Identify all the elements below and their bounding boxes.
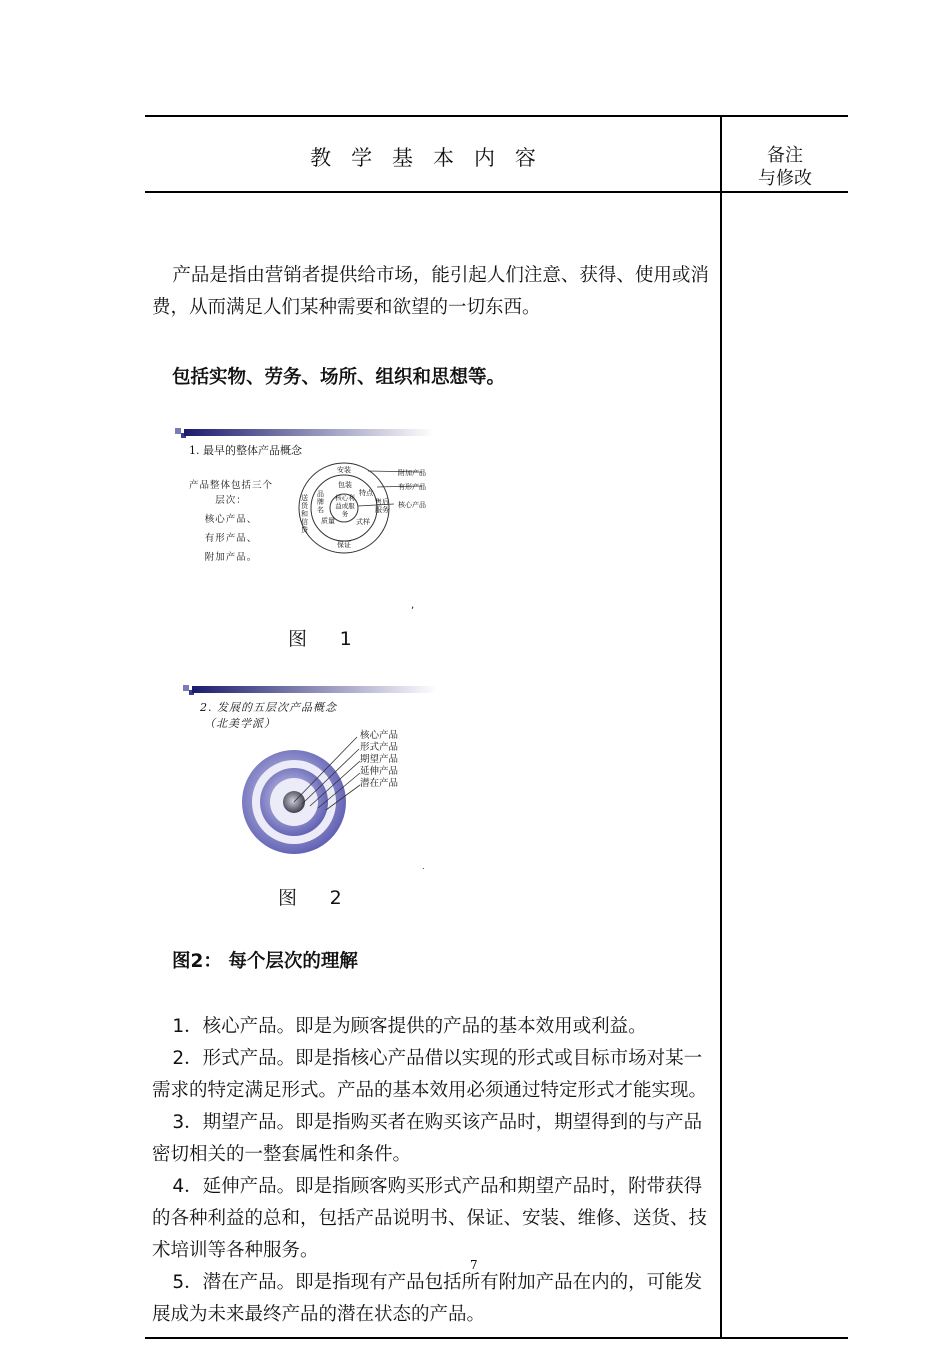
list-item: 1．核心产品。即是为顾客提供的产品的基本效用或利益。 — [172, 1016, 647, 1037]
figure-1-legend: 有形产品 — [398, 483, 426, 491]
list-item: 2．形式产品。即是指核心产品借以实现的形式或目标市场对某一需求的特定满足形式。产品的基本效用必须通过特定形式才能实现。 — [152, 1048, 708, 1101]
intro-paragraph: 产品是指由营销者提供给市场，能引起人们注意、获得、使用或消费，从而满足人们某种需要和欲望的一切东西。 — [152, 265, 709, 318]
column-divider — [720, 115, 722, 1339]
item-list — [152, 1011, 714, 1331]
figure-1-caption: 图 1 — [288, 628, 366, 650]
figure-2-legend — [360, 730, 398, 790]
figure-1-left-line: 层次： — [215, 495, 247, 506]
list-item: 3．期望产品。即是指购买者在购买该产品时，期望得到的与产品密切相关的一整套属性和条件。 — [152, 1112, 703, 1165]
figure-1-left-line: 核心产品、 — [204, 514, 258, 525]
legend-item: 形式产品 — [360, 742, 399, 753]
table-bottom-border — [145, 1337, 848, 1339]
legend-item: 延伸产品 — [360, 766, 399, 777]
ring-label: 式样 — [356, 518, 370, 526]
figure-2-subtitle: （北美学派） — [204, 717, 276, 730]
figure-1-legend: 核心产品 — [398, 501, 426, 509]
ring-label: 品牌名 — [317, 490, 324, 514]
figure-1-left-line: 产品整体包括三个 — [188, 480, 273, 491]
figure-1-title: 1. 最早的整体产品概念 — [189, 444, 302, 457]
figure-1-legend: 附加产品 — [398, 469, 426, 477]
figure-2-caption: 图 2 — [278, 887, 356, 909]
section-heading: 图2： 每个层次的理解 — [172, 951, 358, 972]
ring-label: 包装 — [338, 481, 352, 489]
remarks-column-header — [722, 144, 848, 190]
ring-label: 核心利益或服务 — [335, 494, 355, 518]
stray-mark: . — [422, 862, 425, 871]
figure-1-left-text — [186, 478, 276, 565]
figure-1-left-line: 有形产品、 — [204, 533, 258, 544]
list-item: 5．潜在产品。即是指现有产品包括所有附加产品在内的，可能发展成为未来最终产品的潜在状态的产品。 — [152, 1272, 703, 1325]
ring-label: 特点 — [359, 489, 373, 497]
includes-statement: 包括实物、劳务、场所、组织和思想等。 — [172, 367, 506, 388]
figure-1 — [172, 424, 442, 594]
legend-item: 核心产品 — [360, 730, 399, 741]
figure-1-left-line: 附加产品。 — [204, 552, 258, 563]
ring-label: 送货和信贷 — [301, 494, 308, 534]
remarks-line-1: 备注 — [767, 145, 803, 166]
list-item: 4．延伸产品。即是指顾客购买形式产品和期望产品时，附带获得的各种利益的总和，包括产品说明书、保证、安装、维修、送货、技术培训等各种服务。 — [152, 1176, 708, 1261]
legend-item: 潜在产品 — [360, 778, 399, 789]
remarks-line-2: 与修改 — [758, 168, 812, 189]
ring-label: 质量 — [321, 517, 335, 525]
table-top-border — [145, 115, 848, 117]
content-column-header: 教学基本内容 — [310, 146, 556, 170]
figure-2 — [182, 680, 442, 865]
ring-label: 保证 — [337, 541, 351, 549]
ring-label: 售后服务 — [375, 498, 389, 514]
stray-mark: , — [411, 600, 415, 611]
legend-item: 期望产品 — [360, 754, 399, 765]
header-bottom-border — [145, 191, 848, 193]
ring-label: 安装 — [337, 466, 351, 474]
page-number: 7 — [470, 1258, 478, 1272]
figure-2-title: 2. 发展的五层次产品概念 — [200, 701, 337, 714]
